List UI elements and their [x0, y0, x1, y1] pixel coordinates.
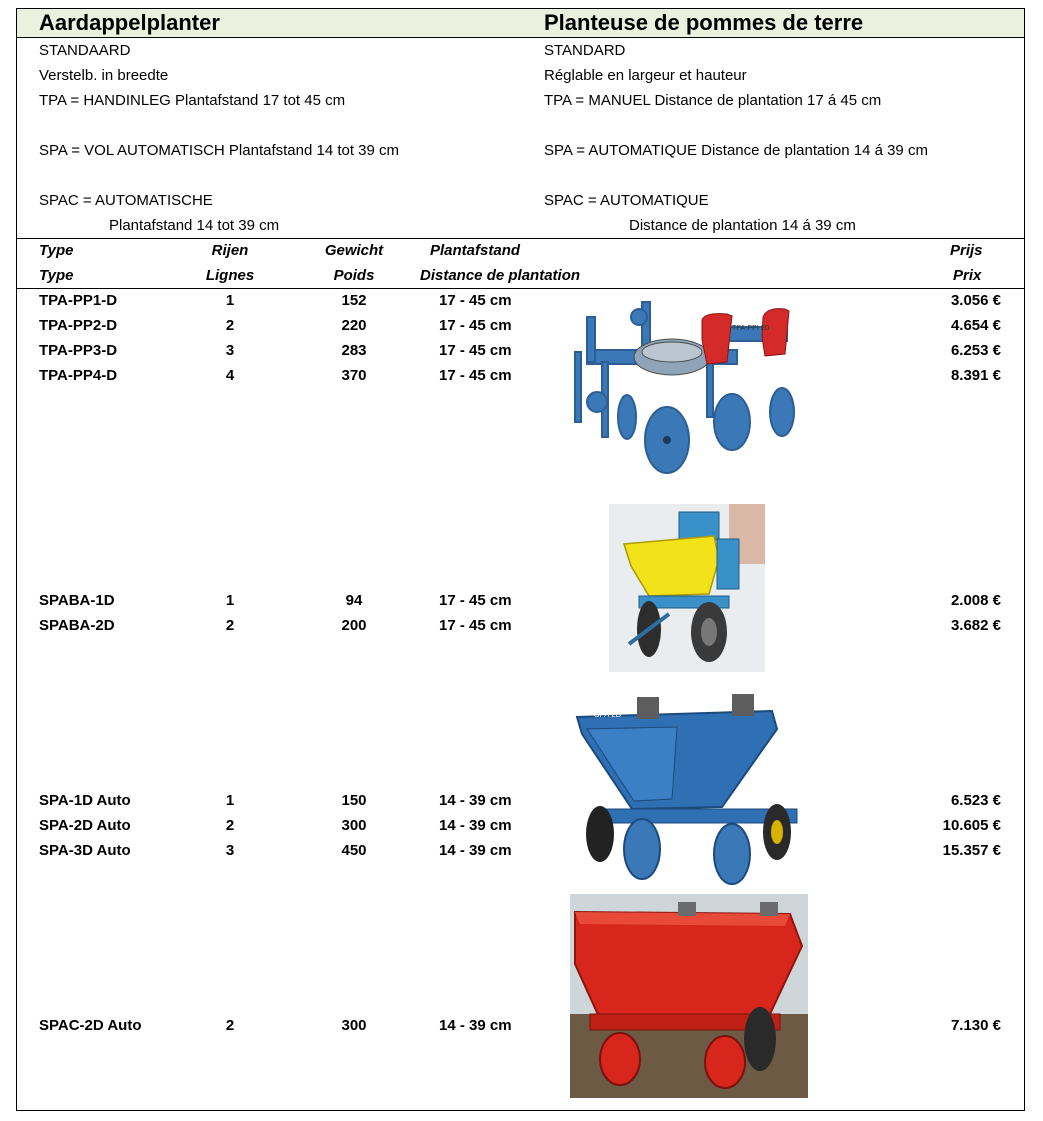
row-spacing: 14 - 39 cm	[439, 817, 512, 834]
title-fr: Planteuse de pommes de terre	[544, 10, 864, 35]
intro-fr-0: STANDARD	[544, 42, 626, 59]
col-type-fr: Type	[39, 267, 74, 284]
row-type: TPA-PP3-D	[39, 342, 118, 359]
row-price: 3.682 €	[950, 617, 1001, 634]
row-type: TPA-PP4-D	[39, 367, 118, 384]
intro-fr-4: SPAC = AUTOMATIQUE	[544, 192, 709, 209]
row-price: 10.605 €	[942, 817, 1001, 834]
col-rows-nl: Rijen	[211, 242, 249, 259]
row-price: 7.130 €	[950, 1017, 1001, 1034]
row-spacing: 17 - 45 cm	[439, 292, 512, 309]
intro-fr-1: Réglable en largeur et hauteur	[544, 67, 747, 84]
row-type: SPAC-2D Auto	[39, 1017, 142, 1034]
row-weight: 94	[345, 592, 363, 609]
row-weight: 450	[341, 842, 367, 859]
spa-planter-image	[572, 689, 802, 889]
tpa-image-caption: TPA-PPI 2D	[732, 325, 770, 332]
row-spacing: 14 - 39 cm	[439, 842, 512, 859]
divider-top	[17, 238, 1024, 239]
col-price-nl: Prijs	[950, 242, 983, 259]
intro-nl-0: STANDAARD	[39, 42, 131, 59]
row-type: SPABA-1D	[39, 592, 115, 609]
row-weight: 300	[341, 817, 367, 834]
row-spacing: 17 - 45 cm	[439, 367, 512, 384]
col-price-fr: Prix	[953, 267, 982, 284]
row-weight: 300	[341, 1017, 367, 1034]
divider-header	[17, 288, 1024, 289]
row-type: SPA-1D Auto	[39, 792, 131, 809]
row-weight: 220	[341, 317, 367, 334]
row-rows: 3	[225, 342, 235, 359]
intro-nl-4: SPAC = AUTOMATISCHE	[39, 192, 213, 209]
row-rows: 1	[225, 792, 235, 809]
intro-nl-5: Plantafstand 14 tot 39 cm	[109, 217, 280, 234]
row-weight: 152	[341, 292, 367, 309]
row-weight: 150	[341, 792, 367, 809]
intro-nl-2: TPA = HANDINLEG Plantafstand 17 tot 45 cm	[39, 92, 346, 109]
row-price: 8.391 €	[950, 367, 1001, 384]
spaba-planter-image	[609, 504, 765, 672]
row-type: TPA-PP1-D	[39, 292, 118, 309]
row-weight: 370	[341, 367, 367, 384]
price-sheet	[16, 8, 1025, 1111]
col-type-nl: Type	[39, 242, 74, 259]
row-spacing: 14 - 39 cm	[439, 792, 512, 809]
spa-image-caption: SPA 2D	[594, 710, 622, 719]
row-type: SPABA-2D	[39, 617, 115, 634]
row-spacing: 17 - 45 cm	[439, 592, 512, 609]
row-rows: 2	[225, 1017, 235, 1034]
intro-fr-2: TPA = MANUEL Distance de plantation 17 á 45 cm	[544, 92, 882, 109]
intro-nl-1: Verstelb. in breedte	[39, 67, 169, 84]
row-rows: 1	[225, 592, 235, 609]
row-price: 4.654 €	[950, 317, 1001, 334]
row-price: 6.253 €	[950, 342, 1001, 359]
row-type: TPA-PP2-D	[39, 317, 118, 334]
row-spacing: 17 - 45 cm	[439, 342, 512, 359]
row-price: 6.523 €	[950, 792, 1001, 809]
row-rows: 4	[225, 367, 235, 384]
intro-nl-3: SPA = VOL AUTOMATISCH Plantafstand 14 tot 39 cm	[39, 142, 400, 159]
row-rows: 3	[225, 842, 235, 859]
col-weight-fr: Poids	[333, 267, 375, 284]
row-weight: 283	[341, 342, 367, 359]
intro-fr-3: SPA = AUTOMATIQUE Distance de plantation 14 á 39 cm	[544, 142, 928, 159]
col-rows-fr: Lignes	[205, 267, 255, 284]
row-rows: 1	[225, 292, 235, 309]
row-type: SPA-3D Auto	[39, 842, 131, 859]
title-bar	[17, 9, 1024, 38]
col-weight-nl: Gewicht	[324, 242, 384, 259]
tpa-planter-image	[567, 292, 807, 477]
row-price: 2.008 €	[950, 592, 1001, 609]
col-spacing-nl: Plantafstand	[430, 242, 521, 259]
spac-planter-image	[570, 894, 808, 1098]
row-spacing: 17 - 45 cm	[439, 317, 512, 334]
col-spacing-fr: Distance de plantation	[420, 267, 581, 284]
row-rows: 2	[225, 817, 235, 834]
row-type: SPA-2D Auto	[39, 817, 131, 834]
intro-fr-5: Distance de plantation 14 á 39 cm	[629, 217, 856, 234]
row-weight: 200	[341, 617, 367, 634]
row-rows: 2	[225, 317, 235, 334]
row-price: 3.056 €	[950, 292, 1001, 309]
row-price: 15.357 €	[942, 842, 1001, 859]
row-spacing: 17 - 45 cm	[439, 617, 512, 634]
row-spacing: 14 - 39 cm	[439, 1017, 512, 1034]
row-rows: 2	[225, 617, 235, 634]
title-nl: Aardappelplanter	[39, 10, 220, 35]
